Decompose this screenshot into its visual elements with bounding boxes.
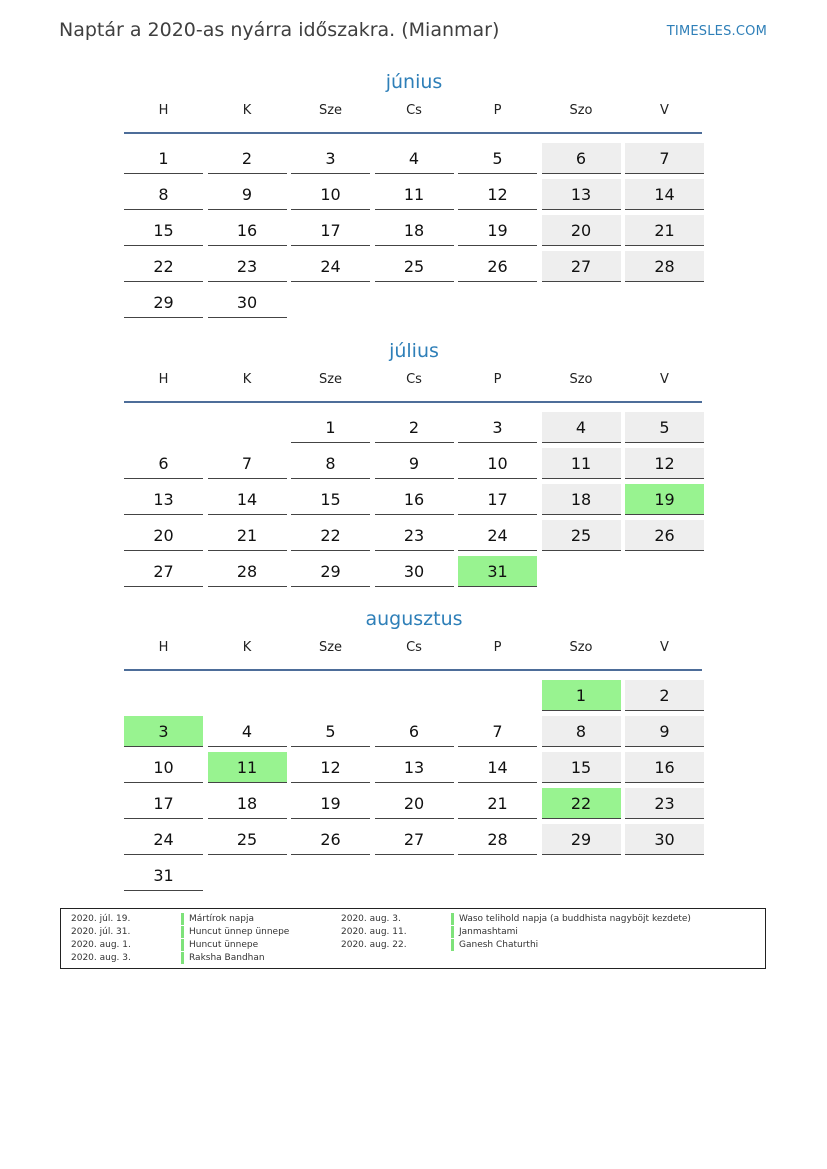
day-cell: 19 [458,215,537,246]
month-july [124,337,704,587]
weekday-label: H [158,640,169,655]
empty-day-cell [542,556,621,587]
day-cell: 4 [208,716,287,747]
day-cell: 3 [458,412,537,443]
week-row [124,675,704,711]
weekend-day-cell: 29 [542,824,621,855]
day-cell: 10 [291,179,370,210]
empty-day-cell [291,287,370,318]
day-cell: 26 [458,251,537,282]
weekend-day-cell: 26 [625,520,704,551]
day-cell: 12 [291,752,370,783]
empty-day-cell [542,287,621,318]
weekend-day-cell: 28 [625,251,704,282]
legend-date: 2020. júl. 19. [71,914,131,924]
day-cell: 23 [375,520,454,551]
holiday-day-cell: 22 [542,788,621,819]
empty-day-cell [375,680,454,711]
day-cell: 24 [458,520,537,551]
holiday-legend [60,908,766,969]
day-cell: 21 [458,788,537,819]
weekday-label: P [493,640,502,655]
weekday-label: Sze [318,103,343,118]
weekend-day-cell: 8 [542,716,621,747]
weekday-label: K [242,640,252,655]
empty-day-cell [208,860,287,891]
weekday-label: V [660,103,669,118]
week-row [124,407,704,443]
week-row [124,479,704,515]
legend-date: 2020. aug. 3. [341,914,401,924]
legend-date: 2020. aug. 3. [71,953,131,963]
days-grid [124,403,704,587]
week-row [124,443,704,479]
day-cell: 8 [124,179,203,210]
day-cell: 14 [458,752,537,783]
holiday-marker-icon [181,926,184,938]
weekday-label: Szo [569,103,593,118]
weekend-day-cell: 9 [625,716,704,747]
days-grid [124,671,704,891]
day-cell: 9 [375,448,454,479]
weekday-label: Sze [318,640,343,655]
weekday-header [124,102,704,132]
day-cell: 1 [291,412,370,443]
day-cell: 16 [208,215,287,246]
day-cell: 28 [458,824,537,855]
holiday-marker-icon [451,926,454,938]
weekday-label: H [158,372,169,387]
legend-holiday-name: Raksha Bandhan [189,953,265,963]
weekend-day-cell: 11 [542,448,621,479]
day-cell: 16 [375,484,454,515]
month-title: június [385,71,443,93]
day-cell: 14 [208,484,287,515]
day-cell: 13 [124,484,203,515]
legend-column-right [341,913,691,952]
day-cell: 30 [208,287,287,318]
weekend-day-cell: 12 [625,448,704,479]
week-row [124,246,704,282]
day-cell: 7 [208,448,287,479]
holiday-marker-icon [451,913,454,925]
legend-date: 2020. aug. 1. [71,940,131,950]
legend-date: 2020. júl. 31. [71,927,131,937]
legend-holiday-name: Mártírok napja [189,914,255,924]
empty-day-cell [375,860,454,891]
day-cell: 27 [124,556,203,587]
week-row [124,174,704,210]
day-cell: 20 [124,520,203,551]
day-cell: 20 [375,788,454,819]
week-row [124,210,704,246]
weekday-label: Cs [406,103,422,118]
month-title: augusztus [365,608,463,630]
weekday-label: Sze [318,372,343,387]
empty-day-cell [375,287,454,318]
day-cell: 9 [208,179,287,210]
legend-holiday-name: Waso telihold napja (a buddhista nagyböjt kezdete) [459,914,691,924]
weekday-header [124,371,704,401]
week-row [124,855,704,891]
day-cell: 17 [458,484,537,515]
weekday-label: H [158,103,169,118]
day-cell: 5 [458,143,537,174]
legend-date: 2020. aug. 22. [341,940,407,950]
weekend-day-cell: 18 [542,484,621,515]
day-cell: 10 [124,752,203,783]
day-cell: 15 [124,215,203,246]
day-cell: 26 [291,824,370,855]
weekday-label: Szo [569,372,593,387]
day-cell: 8 [291,448,370,479]
day-cell: 21 [208,520,287,551]
day-cell: 17 [124,788,203,819]
legend-item [71,952,289,965]
day-cell: 17 [291,215,370,246]
holiday-marker-icon [181,913,184,925]
day-cell: 2 [208,143,287,174]
day-cell: 6 [375,716,454,747]
weekday-label: Cs [406,640,422,655]
day-cell: 3 [291,143,370,174]
day-cell: 25 [375,251,454,282]
empty-day-cell [542,860,621,891]
holiday-day-cell: 3 [124,716,203,747]
weekend-day-cell: 2 [625,680,704,711]
holiday-day-cell: 1 [542,680,621,711]
empty-day-cell [208,412,287,443]
weekend-day-cell: 15 [542,752,621,783]
empty-day-cell [625,556,704,587]
weekend-day-cell: 30 [625,824,704,855]
legend-holiday-name: Janmashtami [459,927,518,937]
day-cell: 6 [124,448,203,479]
weekend-day-cell: 7 [625,143,704,174]
weekday-label: P [493,103,502,118]
day-cell: 28 [208,556,287,587]
week-row [124,819,704,855]
legend-item [71,926,289,939]
day-cell: 5 [291,716,370,747]
legend-item [341,939,691,952]
weekday-label: Szo [569,640,593,655]
day-cell: 18 [375,215,454,246]
empty-day-cell [625,287,704,318]
day-cell: 13 [375,752,454,783]
legend-item [71,913,289,926]
day-cell: 19 [291,788,370,819]
day-cell: 25 [208,824,287,855]
weekend-day-cell: 25 [542,520,621,551]
empty-day-cell [124,412,203,443]
day-cell: 27 [375,824,454,855]
weekend-day-cell: 16 [625,752,704,783]
legend-date: 2020. aug. 11. [341,927,407,937]
weekend-day-cell: 27 [542,251,621,282]
page-title: Naptár a 2020-as nyárra időszakra. (Mianmar) [59,19,500,41]
day-cell: 29 [291,556,370,587]
weekday-label: K [242,103,252,118]
week-row [124,282,704,318]
empty-day-cell [291,860,370,891]
empty-day-cell [458,680,537,711]
legend-item [341,926,691,939]
legend-holiday-name: Huncut ünnep ünnepe [189,927,290,937]
day-cell: 15 [291,484,370,515]
week-row [124,138,704,174]
legend-item [71,939,289,952]
weekday-label: Cs [406,372,422,387]
weekend-day-cell: 20 [542,215,621,246]
legend-holiday-name: Ganesh Chaturthi [459,940,539,950]
weekend-day-cell: 5 [625,412,704,443]
weekday-label: K [242,372,252,387]
day-cell: 29 [124,287,203,318]
empty-day-cell [458,860,537,891]
holiday-day-cell: 31 [458,556,537,587]
weekend-day-cell: 4 [542,412,621,443]
holiday-day-cell: 11 [208,752,287,783]
day-cell: 4 [375,143,454,174]
week-row [124,711,704,747]
days-grid [124,134,704,318]
week-row [124,747,704,783]
holiday-marker-icon [181,939,184,951]
day-cell: 2 [375,412,454,443]
day-cell: 10 [458,448,537,479]
weekend-day-cell: 21 [625,215,704,246]
day-cell: 18 [208,788,287,819]
site-link[interactable]: TIMESLES.COM [666,24,767,39]
holiday-marker-icon [451,939,454,951]
day-cell: 11 [375,179,454,210]
month-title: július [389,340,439,362]
day-cell: 23 [208,251,287,282]
day-cell: 24 [291,251,370,282]
day-cell: 1 [124,143,203,174]
legend-holiday-name: Huncut ünnepe [189,940,259,950]
week-row [124,515,704,551]
holiday-marker-icon [181,952,184,964]
weekday-header [124,639,704,669]
legend-column-left [71,913,289,965]
day-cell: 31 [124,860,203,891]
day-cell: 22 [291,520,370,551]
weekend-day-cell: 6 [542,143,621,174]
weekday-label: V [660,372,669,387]
weekday-label: V [660,640,669,655]
week-row [124,783,704,819]
day-cell: 7 [458,716,537,747]
day-cell: 30 [375,556,454,587]
weekend-day-cell: 13 [542,179,621,210]
weekday-label: P [493,372,502,387]
empty-day-cell [208,680,287,711]
weekend-day-cell: 14 [625,179,704,210]
empty-day-cell [291,680,370,711]
day-cell: 12 [458,179,537,210]
holiday-day-cell: 19 [625,484,704,515]
week-row [124,551,704,587]
weekend-day-cell: 23 [625,788,704,819]
month-june [124,68,704,318]
empty-day-cell [124,680,203,711]
legend-item [341,913,691,926]
empty-day-cell [458,287,537,318]
day-cell: 22 [124,251,203,282]
day-cell: 24 [124,824,203,855]
month-august [124,605,704,891]
empty-day-cell [625,860,704,891]
